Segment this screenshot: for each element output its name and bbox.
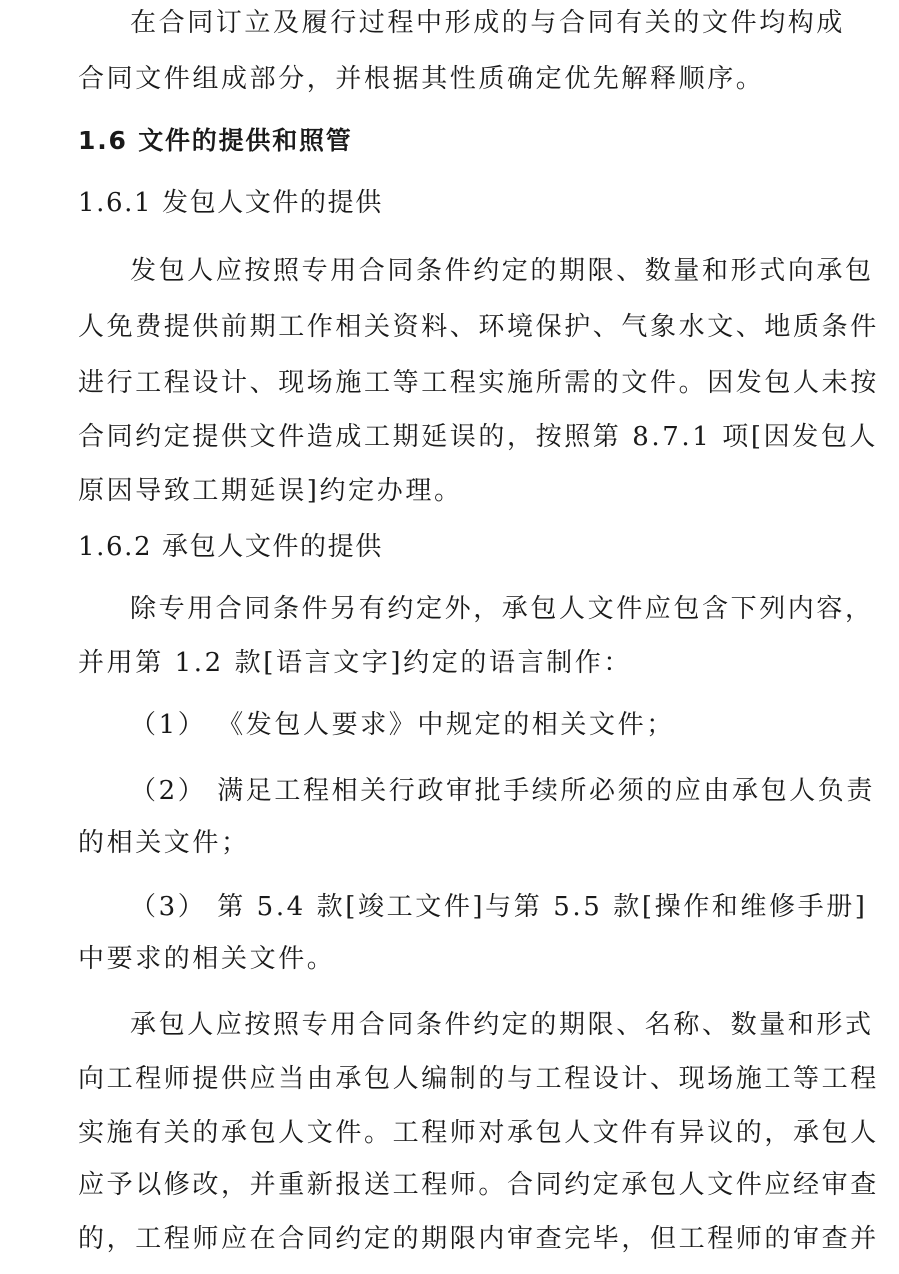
section-heading: 1.6 文件的提供和照管 xyxy=(78,126,353,155)
subsection-heading: 1.6.1 发包人文件的提供 xyxy=(78,188,383,218)
paragraph-line: 向工程师提供应当由承包人编制的与工程设计、现场施工等工程 xyxy=(78,1064,879,1094)
paragraph-line: 并用第 1.2 款[语言文字]约定的语言制作： xyxy=(78,648,632,678)
paragraph-line: 发包人应按照专用合同条件约定的期限、数量和形式向承包 xyxy=(130,256,874,286)
list-item-continuation: 中要求的相关文件。 xyxy=(78,944,336,974)
paragraph-line: 人免费提供前期工作相关资料、环境保护、气象水文、地质条件 xyxy=(78,312,879,342)
paragraph-line: 除专用合同条件另有约定外，承包人文件应包含下列内容， xyxy=(130,594,874,624)
paragraph-line: 实施有关的承包人文件。工程师对承包人文件有异议的，承包人 xyxy=(78,1118,879,1148)
list-item-continuation: 的相关文件； xyxy=(78,828,250,858)
list-item: （3） 第 5.4 款[竣工文件]与第 5.5 款[操作和维修手册] xyxy=(130,892,868,922)
paragraph-line: 合同文件组成部分，并根据其性质确定优先解释顺序。 xyxy=(78,64,765,94)
paragraph-line: 的，工程师应在合同约定的期限内审查完毕，但工程师的审查并 xyxy=(78,1224,879,1254)
paragraph-line: 在合同订立及履行过程中形成的与合同有关的文件均构成 xyxy=(130,8,846,38)
list-item: （1） 《发包人要求》中规定的相关文件； xyxy=(130,710,675,740)
paragraph-line: 承包人应按照专用合同条件约定的期限、名称、数量和形式 xyxy=(130,1010,874,1040)
paragraph-line: 应予以修改，并重新报送工程师。合同约定承包人文件应经审查 xyxy=(78,1170,879,1200)
paragraph-line: 进行工程设计、现场施工等工程实施所需的文件。因发包人未按 xyxy=(78,368,879,398)
subsection-heading: 1.6.2 承包人文件的提供 xyxy=(78,532,383,562)
paragraph-line: 合同约定提供文件造成工期延误的，按照第 8.7.1 项[因发包人 xyxy=(78,422,879,452)
paragraph-line: 原因导致工期延误]约定办理。 xyxy=(78,476,463,506)
list-item: （2） 满足工程相关行政审批手续所必须的应由承包人负责 xyxy=(130,776,876,806)
